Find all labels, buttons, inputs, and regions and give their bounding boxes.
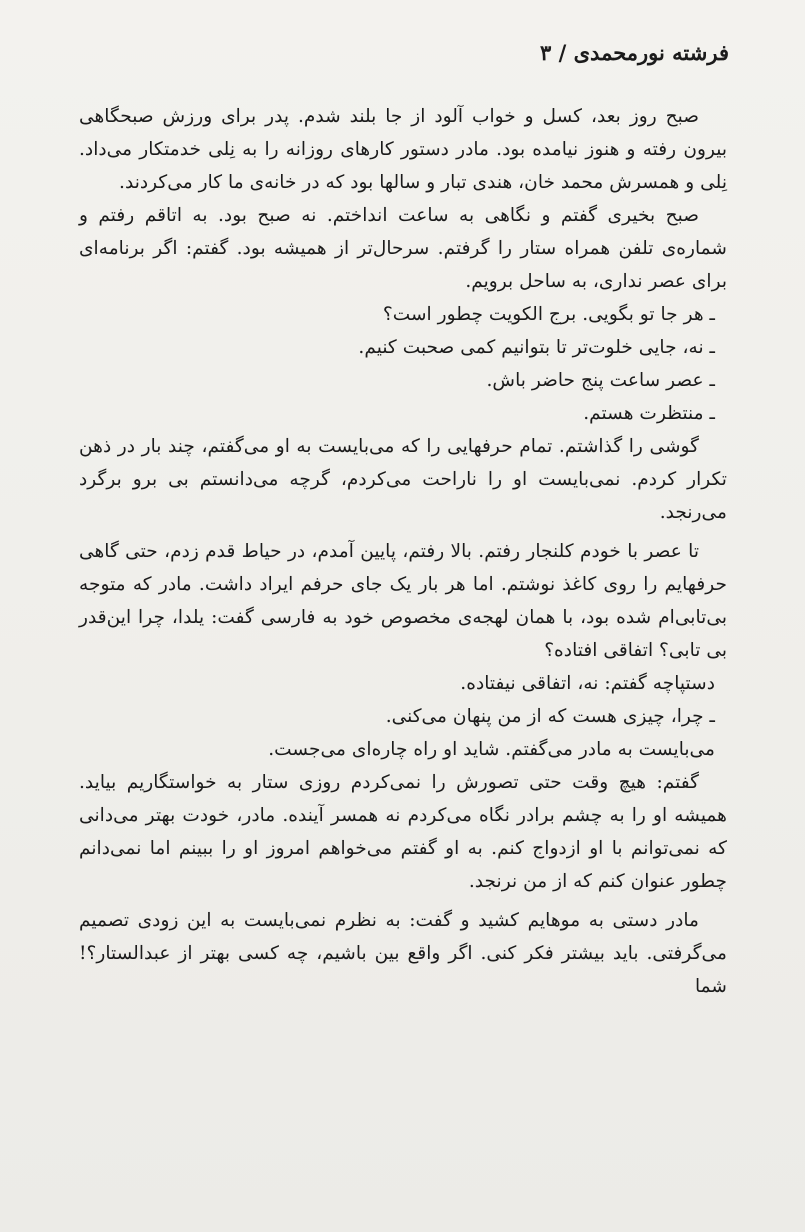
paragraph: مادر دستی به موهایم کشید و گفت: به نظرم نمی‌بایست به این زودی تصمیم می‌گرفتی. باید بیشتر فکر کنی. اگر واقع بین باشیم، چه کسی بهتر از عبدالستار؟! شما	[79, 910, 727, 997]
paragraph: گفتم: هیچ وقت حتی تصورش را نمی‌کردم روزی ستار به خواستگاریم بیاید. همیشه او را به چشم برادر نگاه می‌کردم نه همسر آینده. مادر، خودت بهتر می‌دانی که نمی‌توانم با او ازدواج کنم. به او گفتم می‌خواهم امروز او را ببینم اما نمی‌دانم چطور عنوان کنم که از من نرنجد.	[79, 772, 727, 892]
dialogue-line: ـ عصر ساعت پنج حاضر باش.	[486, 370, 715, 391]
dialogue-line: ـ چرا، چیزی هست که از من پنهان می‌کنی.	[385, 706, 715, 727]
dialogue-line: ـ منتظرت هستم.	[583, 403, 715, 424]
dialogue-line: ـ نه، جایی خلوت‌تر تا بتوانیم کمی صحبت کنیم.	[358, 337, 715, 358]
paragraph: می‌بایست به مادر می‌گفتم. شاید او راه چاره‌ای می‌جست.	[268, 739, 715, 760]
paragraph: تا عصر با خودم کلنجار رفتم. بالا رفتم، پایین آمدم، در حیاط قدم زدم، حتی گاهی حرفهایم را روی کاغذ نوشتم. اما هر بار یک جای حرفم ایراد داشت. مادر که متوجه بی‌تابی‌ام شده بود، با همان لهجه‌ی مخصوص خود به فارسی گفت: یلدا، چرا این‌قدر بی تابی؟ اتفاقی افتاده؟	[79, 541, 727, 661]
paragraph: صبح بخیری گفتم و نگاهی به ساعت انداختم. نه صبح بود. به اتاقم رفتم و شماره‌ی تلفن همراه ستار را گرفتم. سرحال‌تر از همیشه بود. گفتم: اگر برنامه‌ای برای عصر نداری، به ساحل برویم.	[79, 205, 727, 292]
paragraph: گوشی را گذاشتم. تمام حرفهایی را که می‌بایست به او می‌گفتم، چند بار در ذهن تکرار کردم. نمی‌بایست او را ناراحت می‌کردم، گرچه می‌دانستم بی برو برگرد می‌رنجد.	[79, 436, 727, 523]
body-text	[79, 100, 727, 1003]
dialogue-line: دستپاچه گفتم: نه، اتفاقی نیفتاده.	[460, 673, 715, 694]
running-header: فرشته نورمحمدی / ۳	[540, 40, 729, 65]
paragraph: صبح روز بعد، کسل و خواب آلود از جا بلند شدم. پدر برای ورزش صبحگاهی بیرون رفته و هنوز نیامده بود. مادر دستور کارهای روزانه را به نِلی خدمتکار می‌داد. نِلی و همسرش محمد خان، هندی تبار و سالها بود که در خانه‌ی ما کار می‌کردند.	[79, 106, 727, 193]
dialogue-line: ـ هر جا تو بگویی. برج الکویت چطور است؟	[382, 304, 715, 325]
